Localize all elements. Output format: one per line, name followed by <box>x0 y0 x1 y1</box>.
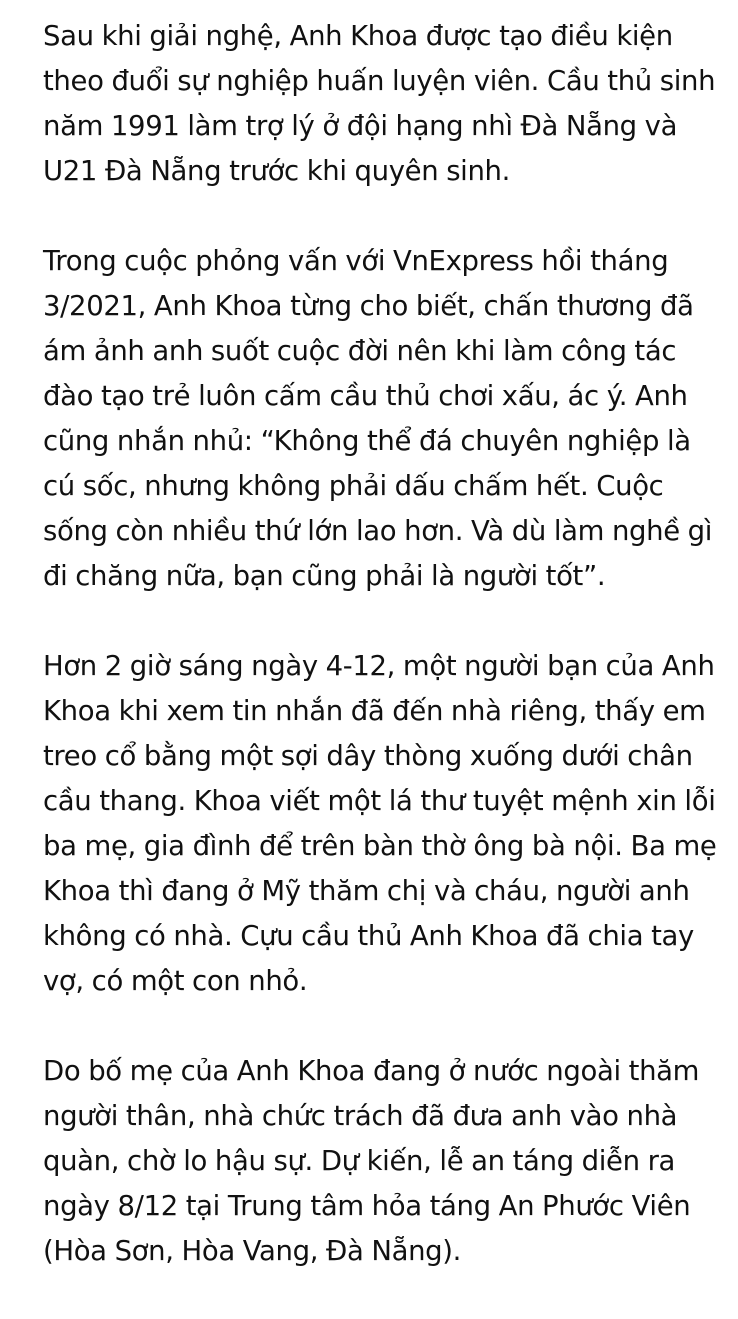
text-line: vợ, có một con nhỏ. <box>43 965 308 997</box>
paragraph-2 <box>43 239 723 599</box>
text-line: Sau khi giải nghệ, Anh Khoa được tạo điều kiện <box>43 20 673 52</box>
text-line: Hơn 2 giờ sáng ngày 4-12, một người bạn của Anh <box>43 650 715 682</box>
text-line: không có nhà. Cựu cầu thủ Anh Khoa đã chia tay <box>43 920 694 952</box>
text-line: cầu thang. Khoa viết một lá thư tuyệt mệnh xin lỗi <box>43 785 716 817</box>
text-line: treo cổ bằng một sợi dây thòng xuống dưới chân <box>43 740 693 772</box>
text-line: ba mẹ, gia đình để trên bàn thờ ông bà nội. Ba mẹ <box>43 830 717 862</box>
text-line: đi chăng nữa, bạn cũng phải là người tốt”. <box>43 560 606 592</box>
text-line: cú sốc, nhưng không phải dấu chấm hết. Cuộc <box>43 470 664 502</box>
paragraph-4 <box>43 1049 723 1274</box>
paragraph-1 <box>43 14 723 194</box>
text-line: Trong cuộc phỏng vấn với VnExpress hồi tháng <box>43 245 669 277</box>
text-line: ám ảnh anh suốt cuộc đời nên khi làm công tác <box>43 335 677 367</box>
text-line: sống còn nhiều thứ lớn lao hơn. Và dù làm nghề gì <box>43 515 713 547</box>
text-line: người thân, nhà chức trách đã đưa anh vào nhà <box>43 1100 678 1132</box>
text-line: 3/2021, Anh Khoa từng cho biết, chấn thương đã <box>43 290 694 322</box>
text-line: quàn, chờ lo hậu sự. Dự kiến, lễ an táng diễn ra <box>43 1145 676 1177</box>
text-line: (Hòa Sơn, Hòa Vang, Đà Nẵng). <box>43 1235 462 1267</box>
text-line: Do bố mẹ của Anh Khoa đang ở nước ngoài thăm <box>43 1055 700 1087</box>
text-line: Khoa khi xem tin nhắn đã đến nhà riêng, thấy em <box>43 695 706 727</box>
text-line: Khoa thì đang ở Mỹ thăm chị và cháu, người anh <box>43 875 690 907</box>
text-line: năm 1991 làm trợ lý ở đội hạng nhì Đà Nẵng và <box>43 110 678 142</box>
article-body <box>43 14 723 1319</box>
text-line: đào tạo trẻ luôn cấm cầu thủ chơi xấu, ác ý. Anh <box>43 380 688 412</box>
paragraph-3 <box>43 644 723 1004</box>
text-line: U21 Đà Nẵng trước khi quyên sinh. <box>43 155 511 187</box>
text-line: ngày 8/12 tại Trung tâm hỏa táng An Phước Viên <box>43 1190 691 1222</box>
text-line: theo đuổi sự nghiệp huấn luyện viên. Cầu thủ sinh <box>43 65 716 97</box>
text-line: cũng nhắn nhủ: “Không thể đá chuyên nghiệp là <box>43 425 691 457</box>
